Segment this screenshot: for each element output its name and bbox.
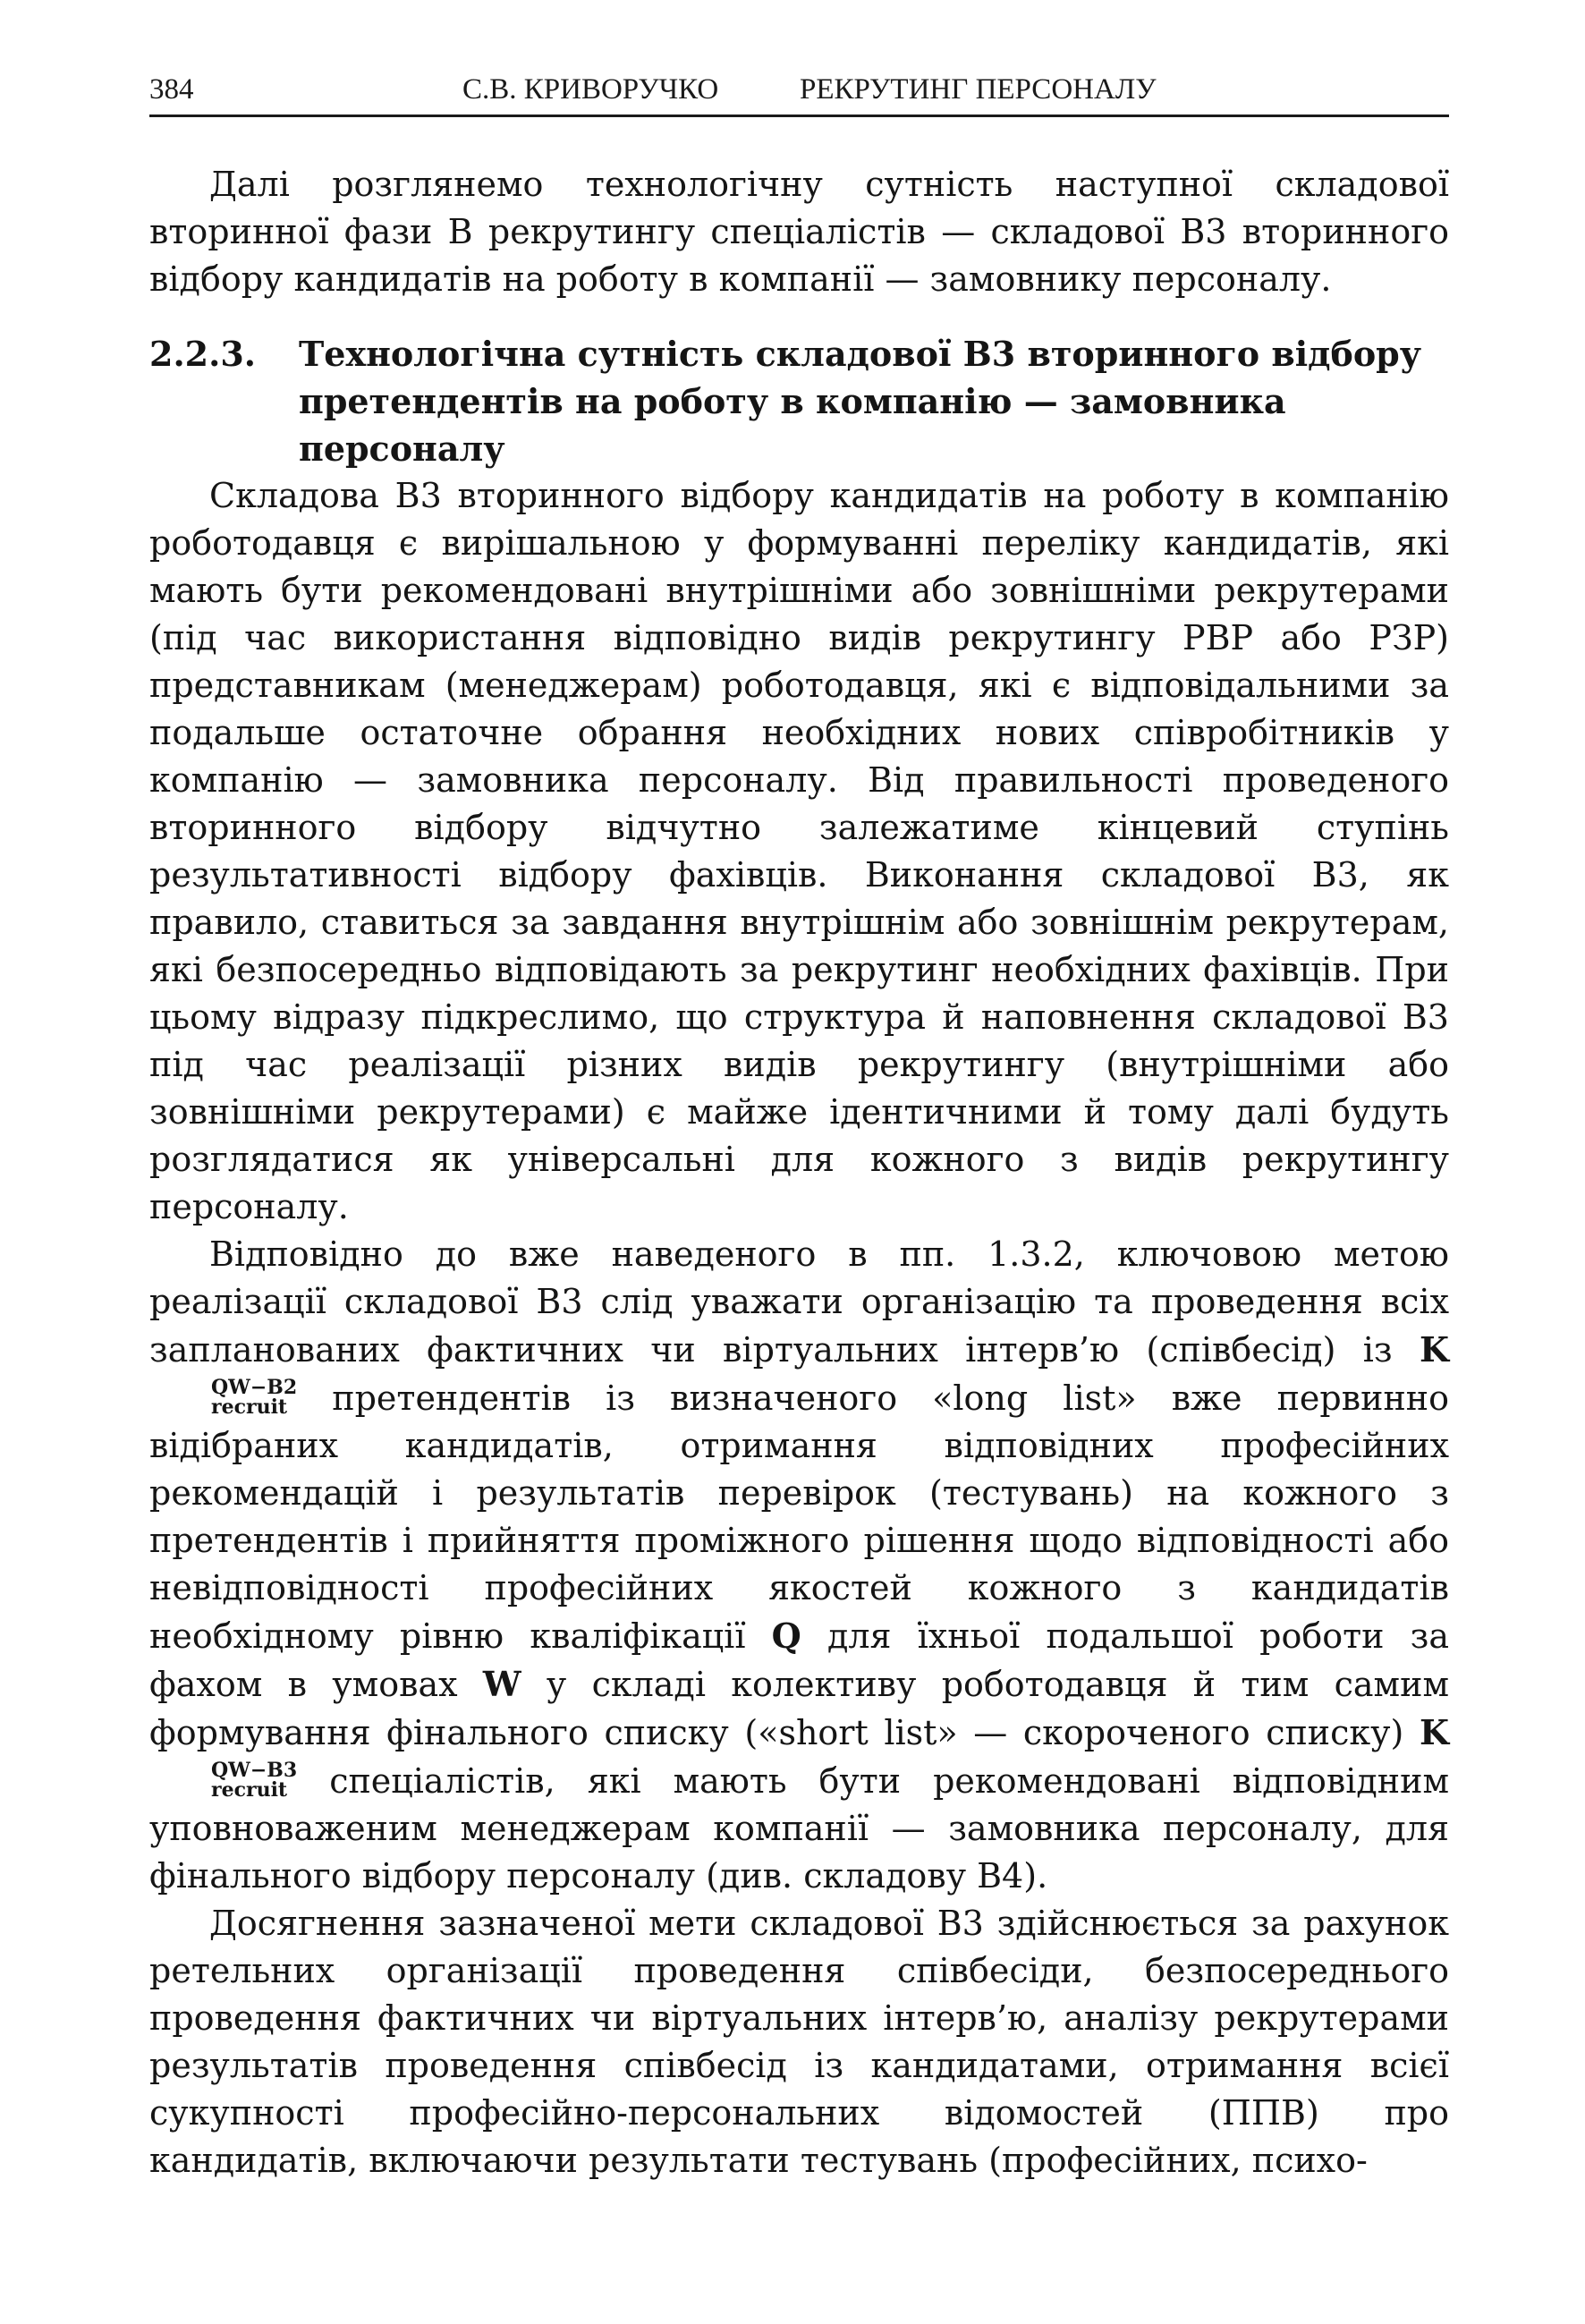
symbol-k-qw-b3-sup: QW−B3 bbox=[211, 1759, 298, 1782]
section-title: Технологічна сутність складової B3 вторинного відбору претендентів на роботу в компанію — замовника персоналу bbox=[299, 334, 1422, 469]
symbol-k-qw-b2-base: K bbox=[1419, 1329, 1449, 1370]
paragraph-2-part-5: спеціалістів, які мають бути рекомендовані відповідним уповноваженим менеджерам компанії — замовника персоналу, для фінального відбору персоналу (див. складову B4). bbox=[149, 1761, 1449, 1896]
page-body bbox=[149, 161, 1449, 2184]
header-book-title: РЕКРУТИНГ ПЕРСОНАЛУ bbox=[800, 73, 1157, 106]
running-header bbox=[149, 73, 1449, 118]
symbol-k-qw-b3-sub: recruit bbox=[211, 1778, 288, 1802]
header-rule bbox=[149, 115, 1449, 117]
section-heading bbox=[149, 330, 1449, 472]
paragraph-2-part-4: у складі колективу роботодавця й тим самим формування фінального списку («short list» — скороченого списку) bbox=[149, 1665, 1450, 1752]
paragraph-2-part-3: для їхньої подальшої роботи за фахом в умовах bbox=[149, 1616, 1449, 1704]
section-number: 2.2.3. bbox=[149, 334, 257, 374]
symbol-k-qw-b2-sub: recruit bbox=[211, 1395, 288, 1419]
paragraph-2-part-2: претендентів із визначеного «long list» вже первинно відібраних кандидатів, отримання відповідних професійних рекомендацій і результатів перевірок (тестувань) на кожного з претендентів і прийняття проміжного рішення щодо відповідності або невідповідності професійних якостей кожного з кандидатів необхідному рівню кваліфікації bbox=[149, 1378, 1449, 1656]
paragraph-2-part-1: Відповідно до вже наведеного в пп. 1.3.2, ключовою метою реалізації складової B3 слід уважати організацію та проведення всіх запланованих фактичних чи віртуальних інтерв’ю (співбесід) із bbox=[149, 1234, 1449, 1370]
paragraph-3: Досягнення зазначеної мети складової B3 здійснюється за рахунок ретельних організації проведення співбесіди, безпосереднього проведення фактичних чи віртуальних інтерв’ю, аналізу рекрутерами результатів проведення співбесід із кандидатами, отримання всієї сукупності професійно-персональних відомостей (ППВ) про кандидатів, включаючи результати тестувань (професійних, психо- bbox=[149, 1904, 1449, 2180]
page-number: 384 bbox=[149, 73, 194, 106]
header-author: С.В. КРИВОРУЧКО bbox=[462, 73, 719, 106]
intro-paragraph: Далі розглянемо технологічну сутність наступної складової вторинної фази B рекрутингу спеціалістів — складової B3 вторинного відбору кандидатів на роботу в компанії — замовнику персоналу. bbox=[149, 165, 1449, 299]
paragraph-2 bbox=[149, 1231, 1449, 1900]
symbol-k-qw-b3-base: K bbox=[1419, 1712, 1449, 1752]
symbol-q: Q bbox=[771, 1616, 801, 1656]
symbol-k-qw-b2-sup: QW−B2 bbox=[211, 1376, 298, 1399]
paragraph-1: Складова B3 вторинного відбору кандидатів на роботу в компанію роботодавця є вирішальною у формуванні переліку кандидатів, які мають бути рекомендовані внутрішніми або зовнішніми рекрутерами (під час використання відповідно видів рекрутингу РВР або РЗР) представникам (менеджерам) роботодавця, які є відповідальними за подальше остаточне обрання необхідних нових співробітників у компанію — замовника персоналу. Від правильності проведеного вторинного відбору відчутно залежатиме кінцевий ступінь результативності відбору фахівців. Виконання складової B3, як правило, ставиться за завдання внутрішнім або зовнішнім рекрутерам, які безпосередньо відповідають за рекрутинг необхідних фахівців. При цьому відразу підкреслимо, що структура й наповнення складової B3 під час реалізації різних видів рекрутингу (внутрішніми або зовнішніми рекрутерами) є майже ідентичними й тому далі будуть розглядатися як універсальні для кожного з видів рекрутингу персоналу. bbox=[149, 476, 1449, 1226]
symbol-w: W bbox=[482, 1664, 521, 1704]
